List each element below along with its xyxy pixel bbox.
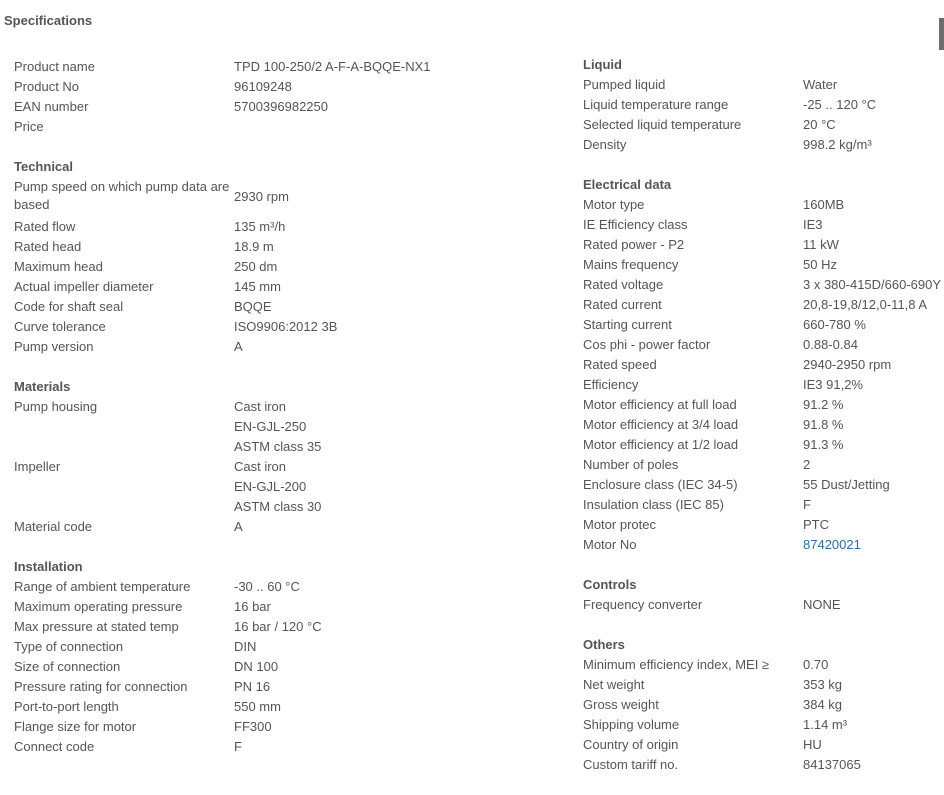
spec-row <box>583 295 944 315</box>
spec-label: Size of connection <box>14 659 121 674</box>
spec-label: Connect code <box>14 739 95 754</box>
spec-row <box>14 637 574 657</box>
spec-row <box>14 277 574 297</box>
spec-label: Rated voltage <box>583 277 664 292</box>
spec-value: 135 m³/h <box>234 219 286 234</box>
spec-row <box>14 717 574 737</box>
spec-value: Cast iron <box>234 399 287 414</box>
spec-label: Custom tariff no. <box>583 757 679 772</box>
spec-label: Starting current <box>583 317 672 332</box>
spec-value: ASTM class 30 <box>234 499 322 514</box>
spec-value: 353 kg <box>803 677 843 692</box>
spec-value: F <box>803 497 811 512</box>
spec-row <box>14 237 574 257</box>
spec-label: Code for shaft seal <box>14 299 124 314</box>
spec-row <box>583 695 944 715</box>
spec-value: DIN <box>234 639 257 654</box>
spec-row-pump-housing <box>14 397 574 457</box>
spec-row <box>14 697 574 717</box>
spec-label: EAN number <box>14 99 89 114</box>
spec-row <box>583 595 944 615</box>
spec-row-product-no <box>14 77 574 97</box>
spec-row <box>583 95 944 115</box>
spec-value: 0.88-0.84 <box>803 337 858 352</box>
spec-label: Selected liquid temperature <box>583 117 742 132</box>
spec-label: Flange size for motor <box>14 719 137 734</box>
spec-label: Pump version <box>14 339 94 354</box>
spec-value: 11 kW <box>803 237 839 252</box>
spec-row-price <box>14 117 574 137</box>
spec-label: Country of origin <box>583 737 679 752</box>
spec-label: IE Efficiency class <box>583 217 688 232</box>
spec-row <box>583 475 944 495</box>
scrollbar-thumb[interactable] <box>939 18 944 50</box>
spec-value <box>803 535 861 555</box>
spec-value: 384 kg <box>803 697 843 712</box>
spec-value: 250 dm <box>234 259 278 274</box>
spec-value: 55 Dust/Jetting <box>803 477 890 492</box>
spec-value: 550 mm <box>234 699 281 714</box>
spec-label: Material code <box>14 519 93 534</box>
spec-row <box>583 375 944 395</box>
spec-label: Net weight <box>583 677 645 692</box>
section-title-electrical: Electrical data <box>583 177 672 192</box>
spec-label: Motor No <box>583 537 637 552</box>
spec-value-group <box>234 397 321 457</box>
spec-label: Enclosure class (IEC 34-5) <box>583 477 738 492</box>
general-section <box>14 57 574 137</box>
spec-row <box>14 577 574 597</box>
spec-row <box>583 75 944 95</box>
spec-row-pump-speed <box>14 177 574 217</box>
spec-value: -25 .. 120 °C <box>803 97 877 112</box>
spec-value: 145 mm <box>234 279 281 294</box>
spec-value: 1.14 m³ <box>803 717 848 732</box>
spec-label: Motor efficiency at full load <box>583 397 737 412</box>
spec-value: EN-GJL-200 <box>234 479 307 494</box>
spec-value: 2940-2950 rpm <box>803 357 892 372</box>
spec-row-product-name <box>14 57 574 77</box>
spec-value: 20 °C <box>803 117 836 132</box>
spec-value: 96109248 <box>234 79 292 94</box>
spec-row <box>583 275 944 295</box>
spec-label: Range of ambient temperature <box>14 579 191 594</box>
installation-section <box>14 557 574 757</box>
spec-row-motor-no <box>583 535 944 555</box>
spec-value: A <box>234 519 243 534</box>
spec-row <box>583 675 944 695</box>
spec-row <box>583 355 944 375</box>
spec-row <box>583 515 944 535</box>
others-section <box>583 635 944 775</box>
spec-row <box>583 335 944 355</box>
spec-value: NONE <box>803 597 841 612</box>
spec-label: Minimum efficiency index, MEI ≥ <box>583 657 770 672</box>
spec-value: 0.70 <box>803 657 829 672</box>
spec-row <box>14 317 574 337</box>
spec-row <box>583 115 944 135</box>
spec-row <box>583 435 944 455</box>
spec-value: PTC <box>803 517 829 532</box>
spec-value: Water <box>803 77 838 92</box>
controls-section <box>583 575 944 615</box>
spec-label: Rated flow <box>14 219 76 234</box>
spec-label: Curve tolerance <box>14 319 106 334</box>
spec-row <box>583 315 944 335</box>
spec-value: PN 16 <box>234 679 271 694</box>
spec-row <box>583 135 944 155</box>
spec-value: 91.8 % <box>803 417 844 432</box>
spec-label: Pressure rating for connection <box>14 679 188 694</box>
spec-row <box>14 217 574 237</box>
spec-label: Maximum operating pressure <box>14 599 183 614</box>
spec-value: 18.9 m <box>234 239 274 254</box>
spec-value: 16 bar / 120 °C <box>234 619 322 634</box>
spec-label: Motor efficiency at 1/2 load <box>583 437 739 452</box>
spec-row <box>583 455 944 475</box>
spec-value: 84137065 <box>803 757 861 772</box>
spec-label: Frequency converter <box>583 597 703 612</box>
spec-label: Number of poles <box>583 457 679 472</box>
spec-row-ean-number <box>14 97 574 117</box>
motor-no-link[interactable]: 87420021 <box>803 537 861 552</box>
spec-value: 2930 rpm <box>234 189 289 204</box>
spec-label: Cos phi - power factor <box>583 337 711 352</box>
spec-value: 160MB <box>803 197 845 212</box>
spec-row-material-code <box>14 517 574 537</box>
spec-row <box>583 195 944 215</box>
spec-value: EN-GJL-250 <box>234 419 307 434</box>
spec-value: A <box>234 339 243 354</box>
spec-label: Motor efficiency at 3/4 load <box>583 417 739 432</box>
spec-row <box>583 255 944 275</box>
spec-value: FF300 <box>234 719 272 734</box>
spec-value: DN 100 <box>234 659 279 674</box>
spec-row <box>14 337 574 357</box>
spec-value: ISO9906:2012 3B <box>234 319 338 334</box>
spec-row <box>583 735 944 755</box>
spec-row <box>14 617 574 637</box>
spec-label: Rated speed <box>583 357 657 372</box>
spec-value: 660-780 % <box>803 317 866 332</box>
spec-label: Port-to-port length <box>14 699 119 714</box>
spec-label: Impeller <box>14 459 61 474</box>
section-title-technical: Technical <box>14 159 74 174</box>
spec-row <box>14 597 574 617</box>
spec-row <box>583 495 944 515</box>
spec-value: 5700396982250 <box>234 99 328 114</box>
spec-value: IE3 91,2% <box>803 377 863 392</box>
spec-label: Rated power - P2 <box>583 237 685 252</box>
spec-value: 998.2 kg/m³ <box>803 137 872 152</box>
spec-value: IE3 <box>803 217 823 232</box>
spec-label: Maximum head <box>14 259 103 274</box>
section-title-others: Others <box>583 637 625 652</box>
electrical-section <box>583 175 944 555</box>
spec-value: -30 .. 60 °C <box>234 579 300 594</box>
spec-label: Mains frequency <box>583 257 679 272</box>
spec-label: Product No <box>14 79 80 94</box>
spec-row <box>583 655 944 675</box>
spec-value: 91.3 % <box>803 437 844 452</box>
spec-value: TPD 100-250/2 A-F-A-BQQE-NX1 <box>234 59 431 74</box>
section-title-liquid: Liquid <box>583 57 622 72</box>
section-title-controls: Controls <box>583 577 637 592</box>
spec-value: ASTM class 35 <box>234 439 322 454</box>
spec-value: 91.2 % <box>803 397 844 412</box>
spec-label: Liquid temperature range <box>583 97 729 112</box>
spec-value: HU <box>803 737 822 752</box>
spec-row <box>14 677 574 697</box>
spec-value: F <box>234 739 242 754</box>
spec-label: Max pressure at stated temp <box>14 619 179 634</box>
spec-label: Type of connection <box>14 639 124 654</box>
spec-value-group <box>234 457 321 517</box>
spec-row <box>583 755 944 775</box>
spec-label: Price <box>14 119 44 134</box>
spec-row <box>583 215 944 235</box>
spec-value: 2 <box>803 457 811 472</box>
spec-label: Actual impeller diameter <box>14 279 154 294</box>
section-title-installation: Installation <box>14 559 83 574</box>
page-title: Specifications <box>4 13 93 28</box>
spec-row-impeller <box>14 457 574 517</box>
spec-label: Pump housing <box>14 399 98 414</box>
liquid-section <box>583 55 944 155</box>
spec-value: 3 x 380-415D/660-690Y <box>803 277 942 292</box>
spec-label: Motor protec <box>583 517 656 532</box>
spec-label: Density <box>583 137 627 152</box>
spec-label: Insulation class (IEC 85) <box>583 497 724 512</box>
spec-row <box>14 297 574 317</box>
spec-label: Efficiency <box>583 377 639 392</box>
spec-row <box>14 657 574 677</box>
spec-label: Shipping volume <box>583 717 680 732</box>
spec-label: Pump speed on which pump data are based <box>14 179 230 212</box>
technical-section <box>14 157 574 357</box>
spec-value: 50 Hz <box>803 257 837 272</box>
spec-row <box>583 235 944 255</box>
spec-label: Rated head <box>14 239 82 254</box>
spec-value: Cast iron <box>234 459 287 474</box>
spec-row <box>583 715 944 735</box>
spec-row <box>14 737 574 757</box>
spec-label: Rated current <box>583 297 662 312</box>
spec-label: Product name <box>14 59 95 74</box>
spec-value: 16 bar <box>234 599 271 614</box>
spec-row <box>583 395 944 415</box>
right-column <box>583 55 944 795</box>
spec-label: Pumped liquid <box>583 77 666 92</box>
spec-value: 20,8-19,8/12,0-11,8 A <box>803 297 928 312</box>
spec-value: BQQE <box>234 299 272 314</box>
section-title-materials: Materials <box>14 379 71 394</box>
spec-row <box>583 415 944 435</box>
materials-section <box>14 377 574 537</box>
left-column <box>14 57 574 777</box>
spec-label: Motor type <box>583 197 645 212</box>
spec-row <box>14 257 574 277</box>
spec-label: Gross weight <box>583 697 659 712</box>
